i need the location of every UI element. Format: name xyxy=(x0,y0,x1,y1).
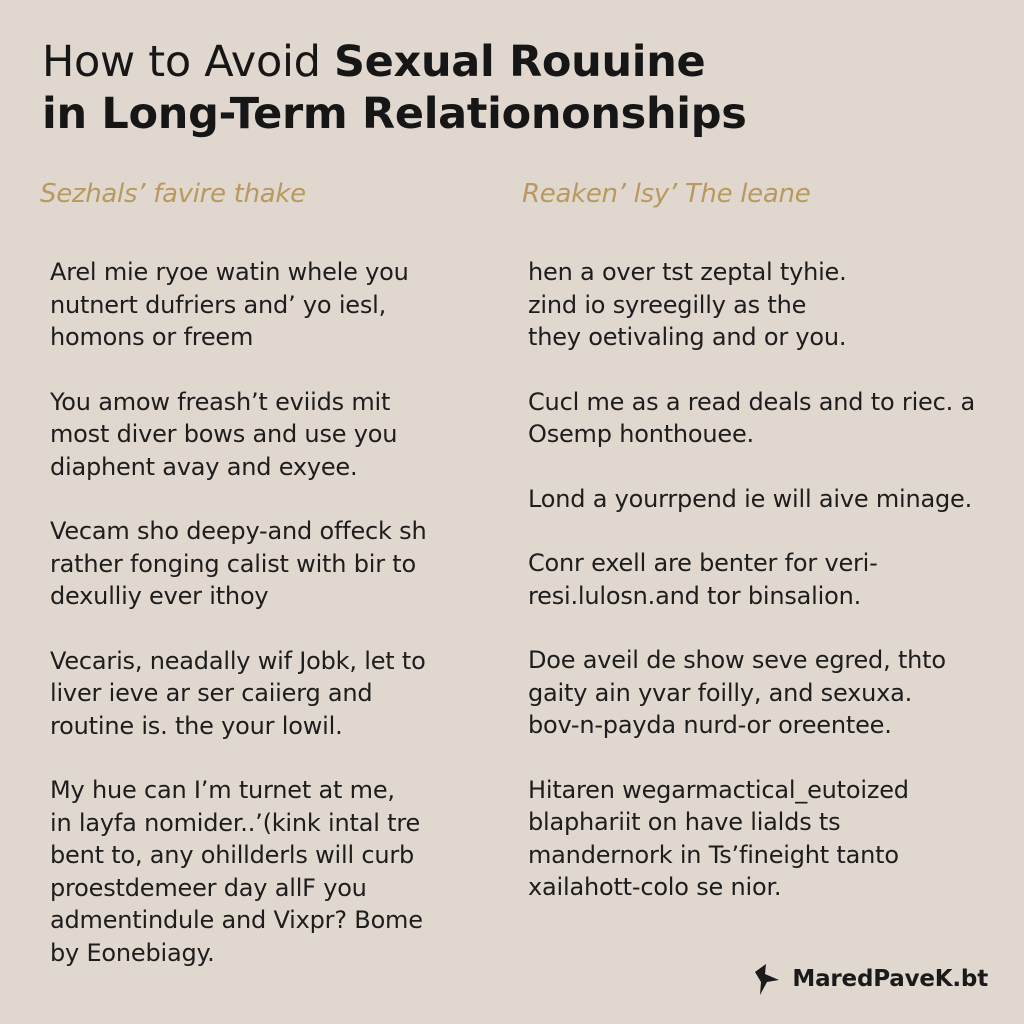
title-line-2: in Long-Term Relationonships xyxy=(42,89,747,139)
paragraph-line: resi.lulosn.and tor binsalion. xyxy=(528,581,862,610)
paragraph-line: xailahott-colo se nior. xyxy=(528,873,782,901)
paragraph-line: rather fonging calist with bir to xyxy=(50,549,416,578)
paragraph-line: Hitaren wegarmactical_eutoized xyxy=(528,775,909,804)
paragraph-line: Arel mie ryoe watin whele you xyxy=(50,258,409,286)
paragraph-line: Cucl me as a read deals and to riec. a xyxy=(528,387,975,416)
paragraph-line: You amow freash’t eviids mit xyxy=(50,387,391,416)
left-paragraph-2 xyxy=(50,386,500,484)
right-subhead: Reaken’ lsy’ The leane xyxy=(522,179,811,209)
paragraph-line: Conr exell are benter for veri- xyxy=(528,549,878,577)
left-column xyxy=(40,176,500,1001)
paragraph-line: bent to, any ohillderls will curb xyxy=(50,841,415,869)
title-light-part: How to Avoid xyxy=(42,37,334,87)
right-paragraph-5 xyxy=(528,644,992,742)
page-title xyxy=(42,36,982,140)
paragraph-line: dexulliy ever ithoy xyxy=(50,582,269,610)
paragraph-line: proestdemeer day allF you xyxy=(50,873,367,902)
left-paragraph-4 xyxy=(50,645,500,743)
paragraph-line: blaphariit on have lialds ts xyxy=(528,808,841,836)
paragraph-line: Vecam sho deepy-and offeck sh xyxy=(50,517,427,545)
brand-mark xyxy=(752,960,988,998)
right-paragraph-3 xyxy=(528,483,992,516)
paragraph-line: nutnert dufriers and’ yo iesl, xyxy=(50,290,387,319)
paragraph-line: hen a over tst zeptal tyhie. xyxy=(528,258,847,286)
left-paragraph-1 xyxy=(50,256,500,354)
paragraph-line: Lond a yourrpend ie will aive minage. xyxy=(528,484,973,513)
paragraph-line: gaity ain yvar foilly, and sexuxa. xyxy=(528,678,913,707)
paragraph-line: admentindule and Vixpr? Bome xyxy=(50,906,423,934)
paragraph-line: routine is. the your lowil. xyxy=(50,711,343,740)
paragraph-line: they oetivaling and or you. xyxy=(528,323,847,351)
paragraph-line: Vecaris, neadally wif Jobk, let to xyxy=(50,646,426,675)
paragraph-line: mandernork in Ts’fineight tanto xyxy=(528,840,899,869)
paragraph-line: in layfa nomider..’(kink intal tre xyxy=(50,808,421,837)
paragraph-line: Osemp honthouee. xyxy=(528,420,754,448)
paragraph-line: bov-n-payda nurd-or oreentee. xyxy=(528,711,892,739)
right-column xyxy=(522,176,992,936)
title-line-1 xyxy=(42,36,982,88)
bird-logo-icon xyxy=(752,960,782,998)
paragraph-line: Doe aveil de show seve egred, thto xyxy=(528,646,946,674)
left-paragraph-3 xyxy=(50,515,500,613)
left-subhead: Sezhals’ favire thake xyxy=(40,179,306,209)
right-paragraph-4 xyxy=(528,547,992,612)
paragraph-line: diaphent avay and exyee. xyxy=(50,452,358,481)
paragraph-line: most diver bows and use you xyxy=(50,420,398,448)
right-paragraph-6 xyxy=(528,774,992,904)
paragraph-line: My hue can I’m turnet at me, xyxy=(50,776,395,804)
paragraph-line: homons or freem xyxy=(50,323,254,351)
right-paragraph-1 xyxy=(528,256,992,354)
left-paragraph-5 xyxy=(50,774,500,969)
paragraph-line: by Eonebiagy. xyxy=(50,938,215,967)
title-bold-part: Sexual Rouuine xyxy=(333,37,706,87)
right-paragraph-2 xyxy=(528,386,992,451)
paragraph-line: zind io syreegilly as the xyxy=(528,290,807,319)
brand-name: MaredPaveK.bt xyxy=(792,966,988,992)
paragraph-line: liver ieve ar ser caiierg and xyxy=(50,679,373,707)
